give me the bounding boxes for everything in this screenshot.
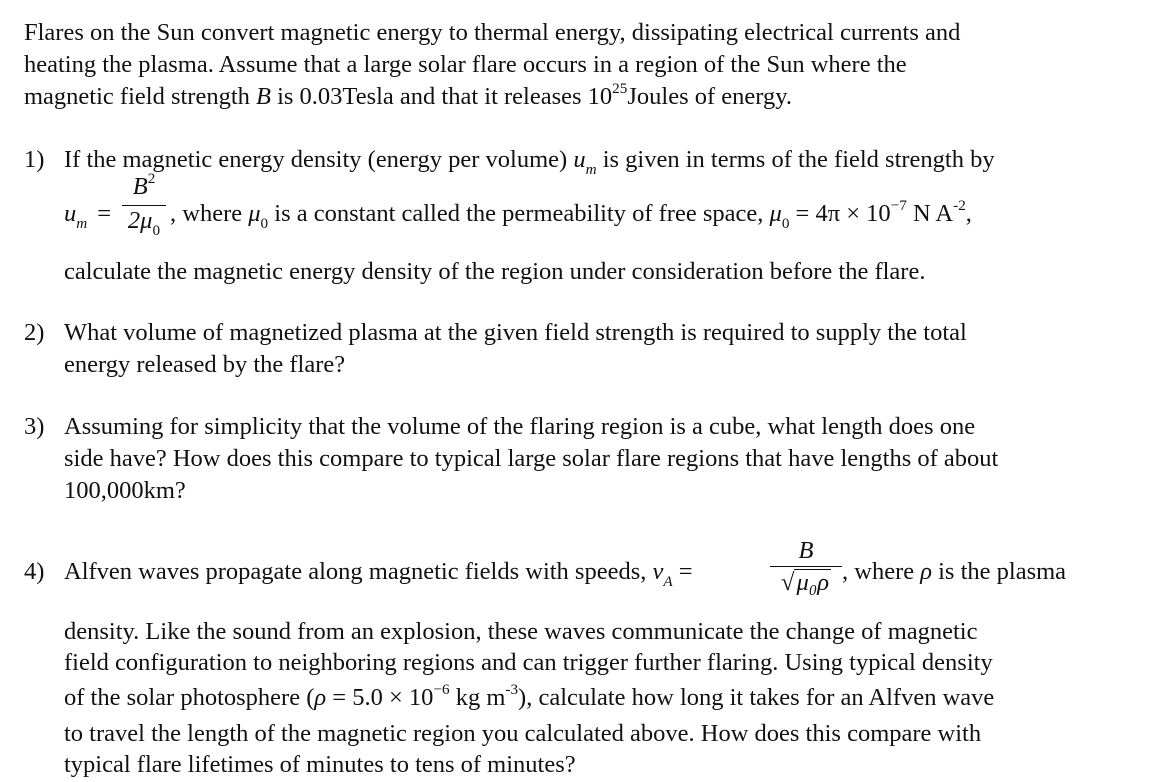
q1-equation-lhs [64, 199, 111, 232]
question-2-number: 2) [24, 319, 45, 346]
question-1-number: 1) [24, 146, 45, 173]
intro-text: is 0.03Tesla and that it releases 10 [270, 83, 613, 110]
subscript: m [76, 215, 88, 232]
exponent: -3 [505, 681, 519, 698]
equals-sign: = [672, 558, 693, 585]
q4-line-5: to travel the length of the magnetic region you calculated above. How does this compare with [64, 720, 982, 747]
exponent: 25 [612, 80, 628, 97]
q4-text: , where [842, 558, 921, 585]
q1-text: N A [906, 200, 954, 227]
q2-line-1: What volume of magnetized plasma at the given field strength is required to supply the total [64, 319, 967, 346]
rho-symbol: ρ [920, 558, 932, 585]
mu-symbol: μ [248, 200, 261, 227]
intro-line-2: heating the plasma. Assume that a large solar flare occurs in a region of the Sun where the [24, 51, 907, 78]
q4-text: = 5.0 × 10 [326, 684, 434, 711]
intro-text: magnetic field strength [24, 83, 256, 110]
fraction-numerator [122, 170, 166, 203]
fraction-denominator [122, 208, 166, 237]
intro-line-1: Flares on the Sun convert magnetic energy to thermal energy, dissipating electrical currents and [24, 19, 961, 46]
q1-text: is given in terms of the field strength by [596, 146, 995, 173]
energy-density-symbol: u [573, 146, 586, 173]
numerator-symbol: B [132, 173, 148, 200]
q3-line-3: 100,000km? [64, 477, 186, 504]
q1-text: , where [170, 200, 249, 227]
question-4-number: 4) [24, 558, 45, 585]
exponent: −6 [433, 681, 450, 698]
denominator-symbol: 2μ [127, 207, 153, 234]
intro-line-3 [24, 82, 792, 115]
equals-sign: = [97, 200, 112, 227]
equation-lhs: u [64, 200, 77, 227]
velocity-symbol: v [652, 558, 664, 585]
exponent: −7 [890, 197, 907, 214]
q1-text: If the magnetic energy density (energy per volume) [64, 146, 574, 173]
q1-text: = 4π × 10 [789, 200, 891, 227]
q3-line-2: side have? How does this compare to typical large solar flare regions that have lengths of about [64, 445, 999, 472]
intro-text: Joules of energy. [627, 83, 793, 110]
q4-text: ), calculate how long it takes for an Alfven wave [518, 684, 995, 711]
q3-line-1: Assuming for simplicity that the volume of the flaring region is a cube, what length does one [64, 413, 976, 440]
q1-line-1 [64, 145, 995, 178]
q4-line-4 [64, 683, 994, 716]
fraction-bar [770, 566, 842, 567]
mu-symbol: μ [769, 200, 782, 227]
q4-text: of the solar photosphere ( [64, 684, 315, 711]
fraction-denominator [770, 569, 842, 596]
q4-line-6: typical flare lifetimes of minutes to tens of minutes? [64, 751, 576, 778]
q4-line-2: density. Like the sound from an explosion, these waves communicate the change of magnetic [64, 618, 978, 645]
q1-fraction [122, 170, 166, 239]
numerator-symbol: B [798, 537, 814, 564]
rho-symbol: ρ [314, 684, 327, 711]
subscript: 0 [152, 222, 161, 239]
q1-line-3: calculate the magnetic energy density of the region under consideration before the flare. [64, 258, 926, 285]
subscript: A [663, 573, 673, 590]
subscript: m [585, 161, 597, 178]
q4-line-3: field configuration to neighboring regions and can trigger further flaring. Using typical density [64, 649, 993, 676]
q4-text: is the plasma [932, 558, 1067, 585]
q1-text: , [965, 200, 972, 227]
q4-fraction [770, 538, 842, 596]
question-3-number: 3) [24, 413, 45, 440]
subscript: 0 [260, 215, 269, 232]
q4-line-1 [64, 557, 693, 590]
fraction-numerator [770, 538, 842, 564]
sqrt-sign: √ [780, 569, 795, 596]
q1-text: is a constant called the permeability of free space, [268, 200, 770, 227]
q4-line-1-rest [842, 557, 1066, 587]
q1-line-2 [170, 199, 972, 232]
q4-text: Alfven waves propagate along magnetic fields with speeds, [64, 558, 653, 585]
subscript: 0 [781, 215, 790, 232]
field-symbol: B [256, 83, 271, 110]
exponent: -2 [953, 197, 966, 214]
sqrt-radicand: μ₀ρ [796, 569, 830, 596]
fraction-bar [122, 205, 166, 206]
q2-line-2: energy released by the flare? [64, 351, 346, 378]
q4-text: kg m [449, 684, 506, 711]
exponent: 2 [147, 170, 156, 187]
